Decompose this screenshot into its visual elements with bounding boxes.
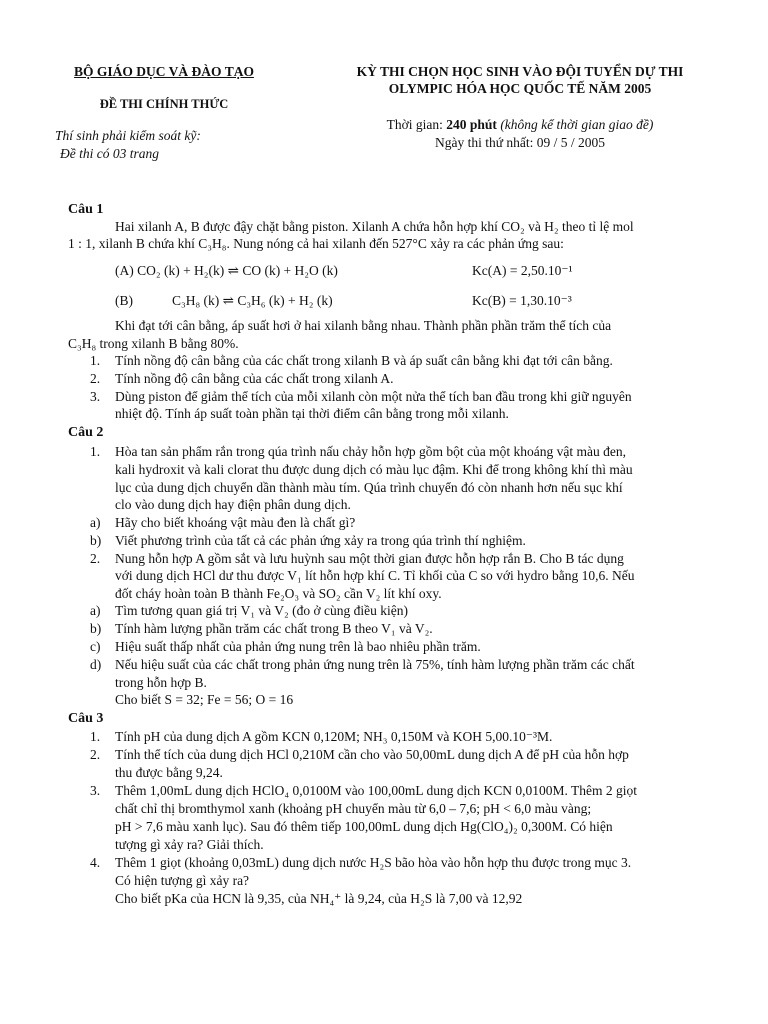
q2-p1-line: kali hydroxit và kali clorat thu được dung dịch có màu lục đậm. Khi để trong không khí thì màu xyxy=(115,462,633,477)
exam-title-line-2: OLYMPIC HÓA HỌC QUỐC TẾ NĂM 2005 xyxy=(388,81,652,96)
official-exam-label: ĐỀ THI CHÍNH THỨC xyxy=(99,97,229,111)
q1-condition-2: C₃H₈ trong xilanh B bằng 80%. xyxy=(68,336,239,351)
q3-item-2-cont: thu được bằng 9,24. xyxy=(115,765,223,780)
q1-condition-1: Khi đạt tới cân bằng, áp suất hơi ở hai xilanh bằng nhau. Thành phần phần trăm thể tích của xyxy=(115,318,612,333)
q1-intro-2: 1 : 1, xilanh B chứa khí C₃H₈. Nung nóng cả hai xilanh đến 527°C xảy ra các phản ứng sau: xyxy=(68,236,564,251)
note-line-1: Thí sinh phải kiểm soát kỹ: xyxy=(55,128,201,143)
q2-p2-line: đốt cháy hoàn toàn B thành Fe₂O₃ và SO₂ cần V₂ lít khí oxy. xyxy=(115,586,442,601)
q2-letter: b) xyxy=(90,533,102,548)
q1-equation-b: C₃H₈ (k) ⇌ C₃H₆ (k) + H₂ (k) xyxy=(172,293,333,308)
q2-b2: Tính hàm lượng phần trăm các chất trong B theo V₁ và V₂. xyxy=(115,621,433,636)
q3-item-3-cont: chất chỉ thị bromthymol xanh (khoảng pH chuyển màu từ 6,0 – 7,6; pH < 6,0 màu vàng; xyxy=(115,801,592,816)
q1-item-number: 3. xyxy=(90,389,101,404)
q2-letter: c) xyxy=(90,639,101,654)
q1-k-b: Kc(B) = 1,30.10⁻³ xyxy=(472,293,572,308)
q3-item-4: Thêm 1 giọt (khoảng 0,03mL) dung dịch nước H₂S bão hòa vào hỗn hợp thu được trong mục 3. xyxy=(115,855,632,870)
q2-p2-line: Nung hỗn hợp A gồm sắt và lưu huỳnh sau một thời gian được hỗn hợp rắn B. Cho B tác dụng xyxy=(115,551,624,566)
q3-given: Cho biết pKa của HCN là 9,35, của NH₄⁺ là 9,24, của H₂S là 7,00 và 12,92 xyxy=(115,891,523,906)
q3-item-number: 1. xyxy=(90,729,101,744)
exam-title-line-1: KỲ THI CHỌN HỌC SINH VÀO ĐỘI TUYỂN DỰ THI xyxy=(356,64,684,79)
q3-item-3-cont: pH > 7,6 màu xanh lục). Sau đó thêm tiếp 100,00mL dung dịch Hg(ClO₄)₂ 0,300M. Có hiện xyxy=(115,819,613,834)
q2-a2: Tìm tương quan giá trị V₁ và V₂ (đo ở cùng điều kiện) xyxy=(115,603,408,618)
q2-item-number: 2. xyxy=(90,551,101,566)
q2-p1-line: lục của dung dịch chuyển dần thành màu tím. Qúa trình chuyển đó còn nhanh hơn nếu sục khí xyxy=(115,480,623,495)
q3-item-number: 2. xyxy=(90,747,101,762)
exam-date: Ngày thi thứ nhất: 09 / 5 / 2005 xyxy=(434,135,606,150)
ministry-name: BỘ GIÁO DỤC VÀ ĐÀO TẠO xyxy=(74,64,254,79)
q3-item-1: Tính pH của dung dịch A gồm KCN 0,120M; NH₃ 0,150M và KOH 5,00.10⁻³M. xyxy=(115,729,553,744)
q2-c2: Hiệu suất thấp nhất của phản ứng nung trên là bao nhiêu phần trăm. xyxy=(115,639,481,654)
q1-item-2: Tính nồng độ cân bằng của các chất trong xilanh A. xyxy=(115,371,394,386)
q3-item-number: 3. xyxy=(90,783,101,798)
q1-item-3: Dùng piston để giảm thể tích của mỗi xilanh còn một nửa thể tích ban đầu trong khi giữ nguyên xyxy=(115,389,632,404)
q2-item-number: 1. xyxy=(90,444,101,459)
note-line-2: Đề thi có 03 trang xyxy=(60,146,159,161)
q1-item-number: 2. xyxy=(90,371,101,386)
q2-given: Cho biết S = 32; Fe = 56; O = 16 xyxy=(115,692,294,707)
q3-item-3-cont: tượng gì xảy ra? Giải thích. xyxy=(115,837,264,852)
q3-item-2: Tính thể tích của dung dịch HCl 0,210M cần cho vào 50,00mL dung dịch A để pH của hỗn hợp xyxy=(115,747,629,762)
q2-p1-line: clo vào dung dịch hay điện phân dung dịch. xyxy=(115,497,351,512)
q3-item-4-cont: Có hiện tượng gì xảy ra? xyxy=(115,873,250,888)
q2-d2-cont: trong hỗn hợp B. xyxy=(115,675,207,690)
q2-b1: Viết phương trình của tất cả các phản ứng xảy ra trong qúa trình thí nghiệm. xyxy=(115,533,526,548)
exam-time: Thời gian: 240 phút (không kể thời gian giao đề) xyxy=(386,117,654,132)
q2-p1-line: Hòa tan sản phẩm rắn trong qúa trình nấu chảy hỗn hợp gồm bột của một khoáng vật màu đen, xyxy=(115,444,627,459)
q3-item-3: Thêm 1,00mL dung dịch HClO₄ 0,0100M vào 100,00mL dung dịch KCN 0,0100M. Thêm 2 giọt xyxy=(115,783,638,798)
q2-p2-line: với dung dịch HCl dư thu được V₁ lít hỗn hợp khí C. Tỉ khối của C so với hydro bằng 10,6. Nếu xyxy=(115,568,635,583)
question-3-title: Câu 3 xyxy=(68,711,104,726)
q1-item-number: 1. xyxy=(90,353,101,368)
q1-equation-a: (A) CO₂ (k) + H₂(k) ⇌ CO (k) + H₂O (k) xyxy=(115,263,338,278)
q3-item-number: 4. xyxy=(90,855,101,870)
q1-k-a: Kc(A) = 2,50.10⁻¹ xyxy=(472,263,573,278)
q1-item-1: Tính nồng độ cân bằng của các chất trong xilanh B và áp suất cân bằng khi đạt tới cân bằng. xyxy=(115,353,613,368)
q1-item-3-cont: nhiệt độ. Tính áp suất toàn phần tại thời điểm cân bằng trong mỗi xilanh. xyxy=(115,406,509,421)
q1-equation-b-label: (B) xyxy=(115,293,133,308)
q2-letter: b) xyxy=(90,621,102,636)
q2-letter: d) xyxy=(90,657,102,672)
q2-a1: Hãy cho biết khoáng vật màu đen là chất gì? xyxy=(115,515,356,530)
q2-d2: Nếu hiệu suất của các chất trong phản ứng nung trên là 75%, tính hàm lượng phần trăm các chất xyxy=(115,657,635,672)
q2-letter: a) xyxy=(90,603,101,618)
q1-intro-1: Hai xilanh A, B được đậy chặt bằng piston. Xilanh A chứa hỗn hợp khí CO₂ và H₂ theo tỉ lệ mol xyxy=(115,219,634,234)
q2-letter: a) xyxy=(90,515,101,530)
question-1-title: Câu 1 xyxy=(68,202,104,217)
question-2-title: Câu 2 xyxy=(68,425,104,440)
